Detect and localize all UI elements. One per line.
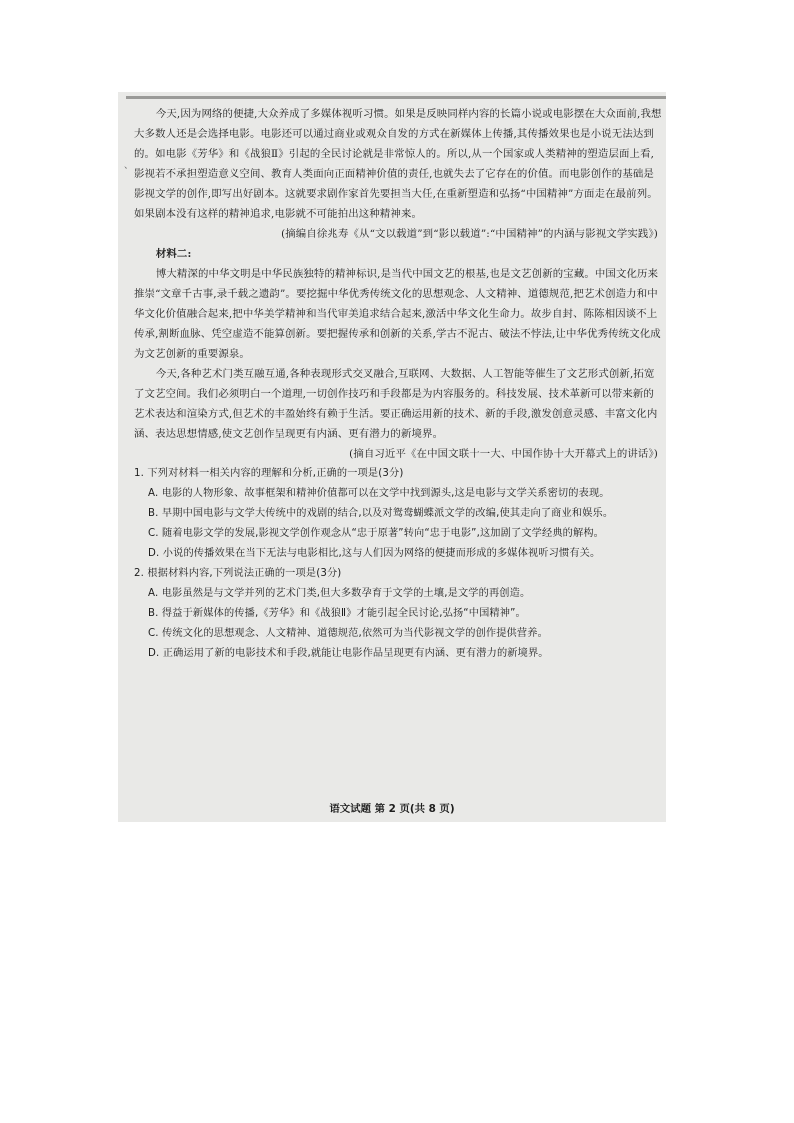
option-text: A. 电影的人物形象、故事框架和精神价值都可以在文学中找到源头,这是电影与文学关系密切的表现。 xyxy=(148,488,610,499)
question-stem: 1. 下列对材料一相关内容的理解和分析,正确的一项是(3分) xyxy=(134,468,404,479)
material-heading: 材料二: xyxy=(155,248,192,260)
margin-mark: 、 xyxy=(124,161,134,171)
answer-option-c[interactable] xyxy=(134,524,662,544)
option-text: C. 传统文化的思想观念、人文精神、道德规范,依然可为当代影视文学的创作提供营养。 xyxy=(148,628,548,639)
page-footer: 语文试题 第 2 页(共 8 页) xyxy=(329,803,455,815)
page-content xyxy=(134,104,662,664)
answer-option-a[interactable] xyxy=(134,484,662,504)
option-text: B. 早期中国电影与文学大传统中的戏剧的结合,以及对鸳鸯蝴蝶派文学的改编,使其走向了商业和娱乐。 xyxy=(148,508,614,519)
question-1 xyxy=(134,464,662,564)
option-text: B. 得益于新媒体的传播,《芳华》和《战狼Ⅱ》才能引起全民讨论,弘扬“中国精神”。 xyxy=(148,608,526,619)
answer-option-d[interactable] xyxy=(134,644,662,664)
passage-paragraph: 博大精深的中华文明是中华民族独特的精神标识,是当代中国文艺的根基,也是文艺创新的宝藏。中国文化历来推崇“文章千古事,录千载之遗韵”。要挖掘中华优秀传统文化的思想观念、人文精神、道德规范,把艺术创造力和中华文化价值融合起来,把中华美学精神和当代审美追求结合起来,激活中华文化生命力。故步自封、陈陈相因谈不上传承,割断血脉、凭空虚造不能算创新。要把握传承和创新的关系,学古不泥古、破法不悖法,让中华优秀传统文化成为文艺创新的重要源泉。 xyxy=(134,268,661,360)
answer-option-d[interactable] xyxy=(134,544,662,564)
option-text: D. 小说的传播效果在当下无法与电影相比,这与人们因为网络的便捷而形成的多媒体视听习惯有关。 xyxy=(148,548,601,559)
answer-option-a[interactable] xyxy=(134,584,662,604)
question-2 xyxy=(134,564,662,664)
answer-option-b[interactable] xyxy=(134,604,662,624)
option-text: C. 随着电影文学的发展,影视文学创作观念从“忠于原著”转向“忠于电影”,这加剧了文学经典的解构。 xyxy=(148,528,605,539)
option-text: D. 正确运用了新的电影技术和手段,就能让电影作品呈现更有内涵、更有潜力的新境界。 xyxy=(148,648,549,659)
option-text: A. 电影虽然是与文学并列的艺术门类,但大多数孕育于文学的土壤,是文学的再创造。 xyxy=(148,588,531,599)
passage-paragraph: 今天,各种艺术门类互融互通,各种表现形式交叉融合,互联网、大数据、人工智能等催生了文艺形式创新,拓宽了文艺空间。我们必须明白一个道理,一切创作技巧和手段都是为内容服务的。科技发展、技术革新可以带来新的艺术表达和渲染方式,但艺术的丰盈始终有赖于生活。要正确运用新的技术、新的手段,激发创意灵感、丰富文化内涵、表达思想情感,使文艺创作呈现更有内涵、更有潜力的新境界。 xyxy=(134,368,658,440)
question-stem: 2. 根据材料内容,下列说法正确的一项是(3分) xyxy=(134,568,342,579)
exam-page xyxy=(118,92,666,822)
source-citation: (摘自习近平《在中国文联十一大、中国作协十大开幕式上的讲话》) xyxy=(349,448,658,460)
source-citation: (摘编自徐兆寿《从“文以载道”到“影以载道”:“中国精神”的内涵与影视文学实践》) xyxy=(281,228,658,240)
header-rule xyxy=(126,96,666,99)
answer-option-c[interactable] xyxy=(134,624,662,644)
answer-option-b[interactable] xyxy=(134,504,662,524)
passage-paragraph: 今天,因为网络的便捷,大众养成了多媒体视听习惯。如果是反映同样内容的长篇小说或电影摆在大众面前,我想大多数人还是会选择电影。电影还可以通过商业或观众自发的方式在新媒体上传播,其传播效果也是小说无法达到的。如电影《芳华》和《战狼Ⅱ》引起的全民讨论就是非常惊人的。所以,从一个国家或人类精神的塑造层面上看,影视若不承担塑造意义空间、教育人类面向正面精神价值的责任,也就失去了它存在的价值。而电影创作的基础是影视文学的创作,即写出好剧本。这就要求剧作家首先要担当大任,在重新塑造和弘扬“中国精神”方面走在最前列。如果剧本没有这样的精神追求,电影就不可能拍出这种精神来。 xyxy=(134,108,662,220)
